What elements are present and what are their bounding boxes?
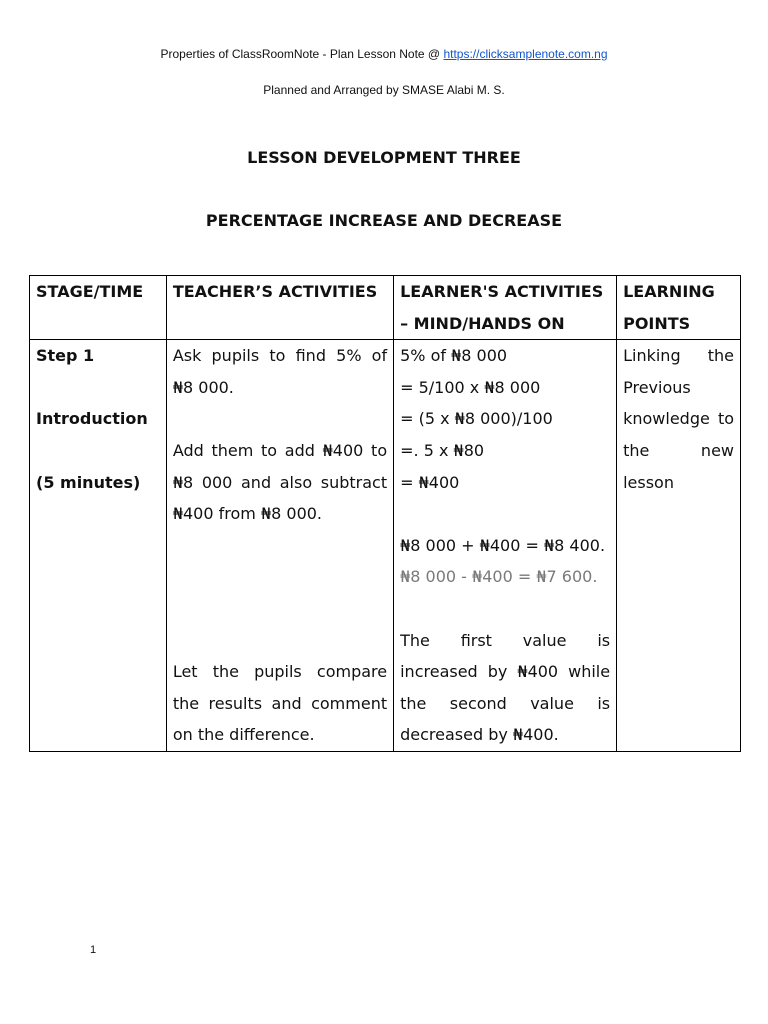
learner-line-1: 5% of ₦8 000 <box>400 346 508 366</box>
cell-learner-activities <box>394 340 617 752</box>
stage-name: Introduction <box>36 409 148 429</box>
header-learner-text: LEARNER'S ACTIVITIES – MIND/HANDS ON <box>400 282 604 333</box>
page-title: LESSON DEVELOPMENT THREE <box>247 148 521 167</box>
learner-line-7: ₦8 000 - ₦400 = ₦7 600. <box>400 567 598 587</box>
page-number: 1 <box>90 944 97 956</box>
cell-learning-points: Linking the Previous knowledge to the new lesson <box>617 340 741 752</box>
header-stage-time: STAGE/TIME <box>30 276 167 340</box>
learner-line-5: = ₦400 <box>400 472 460 492</box>
learner-line-2: = 5/100 x ₦8 000 <box>400 377 541 397</box>
teacher-activity-2: Add them to add ₦400 to ₦8 000 and also subtract ₦400 from ₦8 000. <box>172 440 388 524</box>
learner-line-8: The first value is increased by ₦400 while the second value is decreased by ₦400. <box>400 630 611 745</box>
header-learning-points: LEARNING POINTS <box>617 276 741 340</box>
lesson-table <box>29 275 741 752</box>
page-subtitle: PERCENTAGE INCREASE AND DECREASE <box>205 211 563 230</box>
cell-stage <box>30 340 167 752</box>
header-line-2: Planned and Arranged by SMASE Alabi M. S. <box>263 83 505 97</box>
stage-step: Step 1 <box>36 346 95 366</box>
teacher-activity-1: Ask pupils to find 5% of ₦8 000. <box>172 346 388 397</box>
teacher-activity-3: Let the pupils compare the results and comment on the difference. <box>172 662 388 745</box>
header-prefix: Properties of ClassRoomNote - Plan Lesson Note @ <box>160 47 444 61</box>
header-line-1 <box>0 47 768 61</box>
learner-line-6: ₦8 000 + ₦400 = ₦8 400. <box>400 535 606 555</box>
table-header-row <box>30 276 741 340</box>
header-teacher-activities: TEACHER’S ACTIVITIES <box>166 276 393 340</box>
cell-teacher-activities <box>166 340 393 752</box>
learner-line-3: = (5 x ₦8 000)/100 <box>400 409 553 429</box>
learner-line-4: =. 5 x ₦80 <box>400 440 485 460</box>
stage-time: (5 minutes) <box>36 472 141 492</box>
header-learner-activities <box>394 276 617 340</box>
header-link[interactable]: https://clicksamplenote.com.ng <box>443 47 608 61</box>
table-row <box>30 340 741 752</box>
